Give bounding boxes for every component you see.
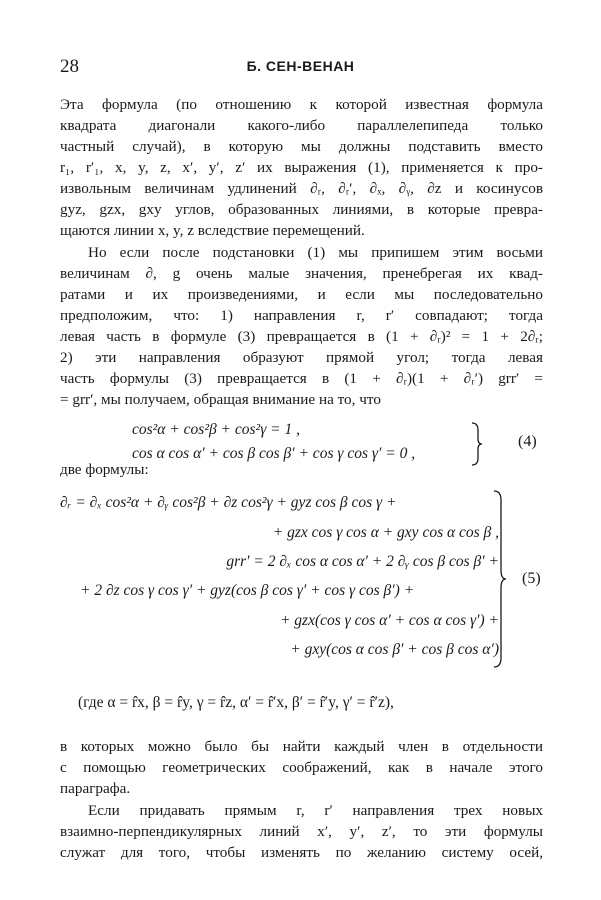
equation-5-line-5: + gzx(cos γ cos α′ + cos α cos γ′) + (279, 612, 499, 629)
text-line: = grr′, мы получаем, обращая внимание на то, что (60, 391, 381, 408)
equation-5-brace (492, 490, 508, 668)
equation-5-number: (5) (522, 570, 541, 587)
equation-4-brace (470, 422, 484, 466)
page-number: 28 (60, 56, 79, 77)
equation-4-line-1: cos²α + cos²β + cos²γ = 1 , (132, 421, 301, 438)
text-line: служат для того, чтобы изменять по желанию систему осей, (60, 844, 543, 861)
running-title: Б. СЕН-ВЕНАН (246, 58, 355, 74)
text-line: Эта формула (по отношению к которой известная формула (60, 96, 543, 113)
text-line: Но если после подстановки (1) мы припишем этим восьми (88, 244, 543, 261)
text-line: параграфа. (60, 780, 131, 797)
text-line: квадрата диагонали какого-либо параллелепипеда только (60, 117, 543, 134)
text-line: взаимно-перпендикулярных линий x′, y′, z′, то эти формулы (60, 823, 543, 840)
text-line: 2) эти направления образуют прямой угол; тогда левая (60, 349, 543, 366)
page-header (60, 56, 541, 78)
equation-5-line-4: + 2 ∂z cos γ cos γ′ + gyz(cos β cos γ′ + cos γ cos β′) + (80, 582, 415, 599)
text-line: в которых можно было бы найти каждый член в отдельности (60, 738, 543, 755)
text-line: щаются линии x, y, z вследствие перемещений. (60, 222, 365, 239)
text-line: частный случай), в которую мы должны подставить вместо (60, 138, 543, 155)
text-line: часть формулы (3) превращается в (1 + ∂ᵣ)(1 + ∂ᵣ′) grr′ = (60, 370, 543, 387)
text-line: ратами и их произведениями, и если мы последовательно (60, 286, 543, 303)
equation-4-line-2: cos α cos α′ + cos β cos β′ + cos γ cos γ′ = 0 , (132, 445, 416, 462)
text-line: величинам ∂, g очень малые значения, пренебрегая их квад- (60, 265, 543, 282)
two-formulas-label: две формулы: (60, 461, 149, 478)
angle-definitions: (где α = r̂x, β = r̂y, γ = r̂z, α′ = r̂′x, β′ = r̂′y, γ′ = r̂′z), (78, 694, 394, 711)
text-line: Если придавать прямым r, r′ направления трех новых (88, 802, 543, 819)
text-line: левая часть в формуле (3) превращается в (1 + ∂ᵣ)² = 1 + 2∂ᵣ; (60, 328, 543, 345)
text-line: r₁, r′₁, x, y, z, x′, y′, z′ их выражения (1), применяется к про- (60, 159, 543, 176)
equation-4-number: (4) (518, 433, 537, 450)
equation-5-line-1: ∂ᵣ = ∂ₓ cos²α + ∂ᵧ cos²β + ∂z cos²γ + gyz cos β cos γ + (60, 494, 397, 511)
equation-5-line-6: + gxy(cos α cos β′ + cos β cos α′) (290, 641, 499, 658)
equation-5-line-2: + gzx cos γ cos α + gxy cos α cos β , (272, 524, 499, 541)
text-line: gyz, gzx, gxy углов, образованных линиями, в которые превра- (60, 201, 543, 218)
text-line: с помощью геометрических соображений, как в начале этого (60, 759, 543, 776)
text-line: предположим, что: 1) направления r, r′ совпадают; тогда (60, 307, 543, 324)
text-line: извольным величинам удлинений ∂ᵣ, ∂ᵣ′, ∂ₓ, ∂ᵧ, ∂z и косинусов (60, 180, 543, 197)
equation-5-line-3: grr′ = 2 ∂ₓ cos α cos α′ + 2 ∂ᵧ cos β cos β′ + (226, 553, 499, 570)
